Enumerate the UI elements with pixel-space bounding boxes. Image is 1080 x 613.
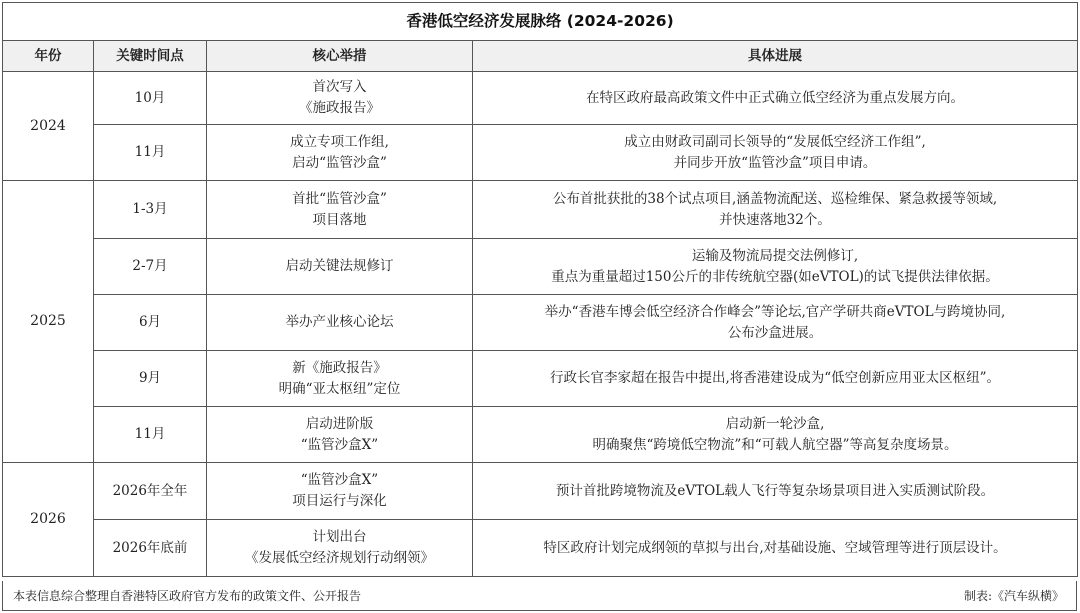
table-row xyxy=(3,72,1078,125)
progress-line: 并快速落地32个。 xyxy=(719,211,831,228)
progress-line: 成立由财政司副司长领导的“发展低空经济工作组”, xyxy=(624,133,926,150)
timeline-table xyxy=(2,2,1078,577)
time-cell: 2026年全年 xyxy=(94,463,207,520)
source-note: 本表信息综合整理自香港特区政府官方发布的政策文件、公开报告 xyxy=(13,589,362,603)
measure-line: 启动“监管沙盒” xyxy=(292,154,387,171)
progress-cell xyxy=(473,520,1078,577)
measure-line: 项目运行与深化 xyxy=(292,493,387,509)
measure-line: 新《施政报告》 xyxy=(292,359,387,376)
measure-line: 计划出台 xyxy=(312,529,367,545)
year-cell-2024: 2024 xyxy=(3,72,94,181)
progress-line: 行政长官李家超在报告中提出,将香港建设成为“低空创新应用亚太区枢纽”。 xyxy=(549,370,1001,386)
progress-line: 公布首批获批的38个试点项目,涵盖物流配送、巡检维保、紧急救援等领域, xyxy=(552,190,998,207)
measure-line: 首次写入 xyxy=(312,79,367,95)
table-row xyxy=(3,295,1078,351)
measure-line: 项目落地 xyxy=(312,211,367,228)
measure-cell xyxy=(207,239,473,295)
measure-cell xyxy=(207,181,473,239)
measure-cell xyxy=(207,125,473,181)
table-row xyxy=(3,407,1078,463)
measure-cell xyxy=(207,295,473,351)
progress-cell xyxy=(473,463,1078,520)
table-row xyxy=(3,351,1078,407)
progress-line: 预计首批跨境物流及eVTOL载人飞行等复杂场景项目进入实质测试阶段。 xyxy=(555,482,995,499)
measure-line: 首批“监管沙盒” xyxy=(292,190,387,207)
progress-line: 明确聚焦“跨境低空物流”和“可载人航空器”等高复杂度场景。 xyxy=(592,436,958,453)
header-measure: 核心举措 xyxy=(207,41,473,72)
measure-line: 举办产业核心论坛 xyxy=(285,314,394,330)
measure-cell xyxy=(207,72,473,125)
progress-line: 举办“香港车博会低空经济合作峰会”等论坛,官产学研共商eVTOL与跨境协同, xyxy=(544,303,1006,320)
measure-line: 明确“亚太枢纽”定位 xyxy=(278,380,401,397)
measure-cell xyxy=(207,351,473,407)
measure-line: 成立专项工作组, xyxy=(290,133,389,150)
time-cell: 2-7月 xyxy=(94,239,207,295)
progress-cell xyxy=(473,407,1078,463)
progress-line: 重点为重量超过150公斤的非传统航空器(如eVTOL)的试飞提供法律依据。 xyxy=(551,268,999,285)
table-row xyxy=(3,520,1078,577)
time-cell: 11月 xyxy=(94,125,207,181)
progress-cell xyxy=(473,125,1078,181)
measure-cell xyxy=(207,407,473,463)
table-row xyxy=(3,181,1078,239)
header-time: 关键时间点 xyxy=(94,41,207,72)
table-row xyxy=(3,125,1078,181)
measure-line: 《发展低空经济规划行动纲领》 xyxy=(245,550,434,566)
header-progress: 具体进展 xyxy=(473,41,1078,72)
progress-line: 并同步开放“监管沙盒”项目申请。 xyxy=(673,154,877,171)
table-row xyxy=(3,239,1078,295)
time-cell: 1-3月 xyxy=(94,181,207,239)
progress-line: 启动新一轮沙盒, xyxy=(725,415,825,432)
measure-cell xyxy=(207,463,473,520)
header-year: 年份 xyxy=(3,41,94,72)
progress-line: 公布沙盒进展。 xyxy=(727,324,823,341)
table-footer xyxy=(2,581,1077,611)
table-row xyxy=(3,463,1078,520)
time-cell: 6月 xyxy=(94,295,207,351)
progress-cell xyxy=(473,295,1078,351)
time-cell: 9月 xyxy=(94,351,207,407)
progress-cell xyxy=(473,239,1078,295)
measure-cell xyxy=(207,520,473,577)
time-cell: 2026年底前 xyxy=(94,520,207,577)
table-title: 香港低空经济发展脉络 (2024-2026) xyxy=(3,3,1078,41)
progress-line: 在特区政府最高政策文件中正式确立低空经济为重点发展方向。 xyxy=(586,89,965,106)
measure-line: 启动进阶版 xyxy=(305,415,374,432)
measure-line: “监管沙盒X” xyxy=(300,436,379,453)
year-cell-2026: 2026 xyxy=(3,463,94,577)
measure-line: 《施政报告》 xyxy=(299,100,380,116)
year-cell-2025: 2025 xyxy=(3,181,94,463)
measure-line: 启动关键法规修订 xyxy=(285,258,394,274)
time-cell: 11月 xyxy=(94,407,207,463)
credit-note: 制表:《汽车纵横》 xyxy=(963,589,1064,603)
progress-cell xyxy=(473,181,1078,239)
progress-line: 运输及物流局提交法例修订, xyxy=(691,247,859,264)
progress-cell xyxy=(473,351,1078,407)
progress-cell xyxy=(473,72,1078,125)
progress-line: 特区政府计划完成纲领的草拟与出台,对基础设施、空域管理等进行顶层设计。 xyxy=(543,539,1007,556)
measure-line: “监管沙盒X” xyxy=(300,472,379,488)
time-cell: 10月 xyxy=(94,72,207,125)
